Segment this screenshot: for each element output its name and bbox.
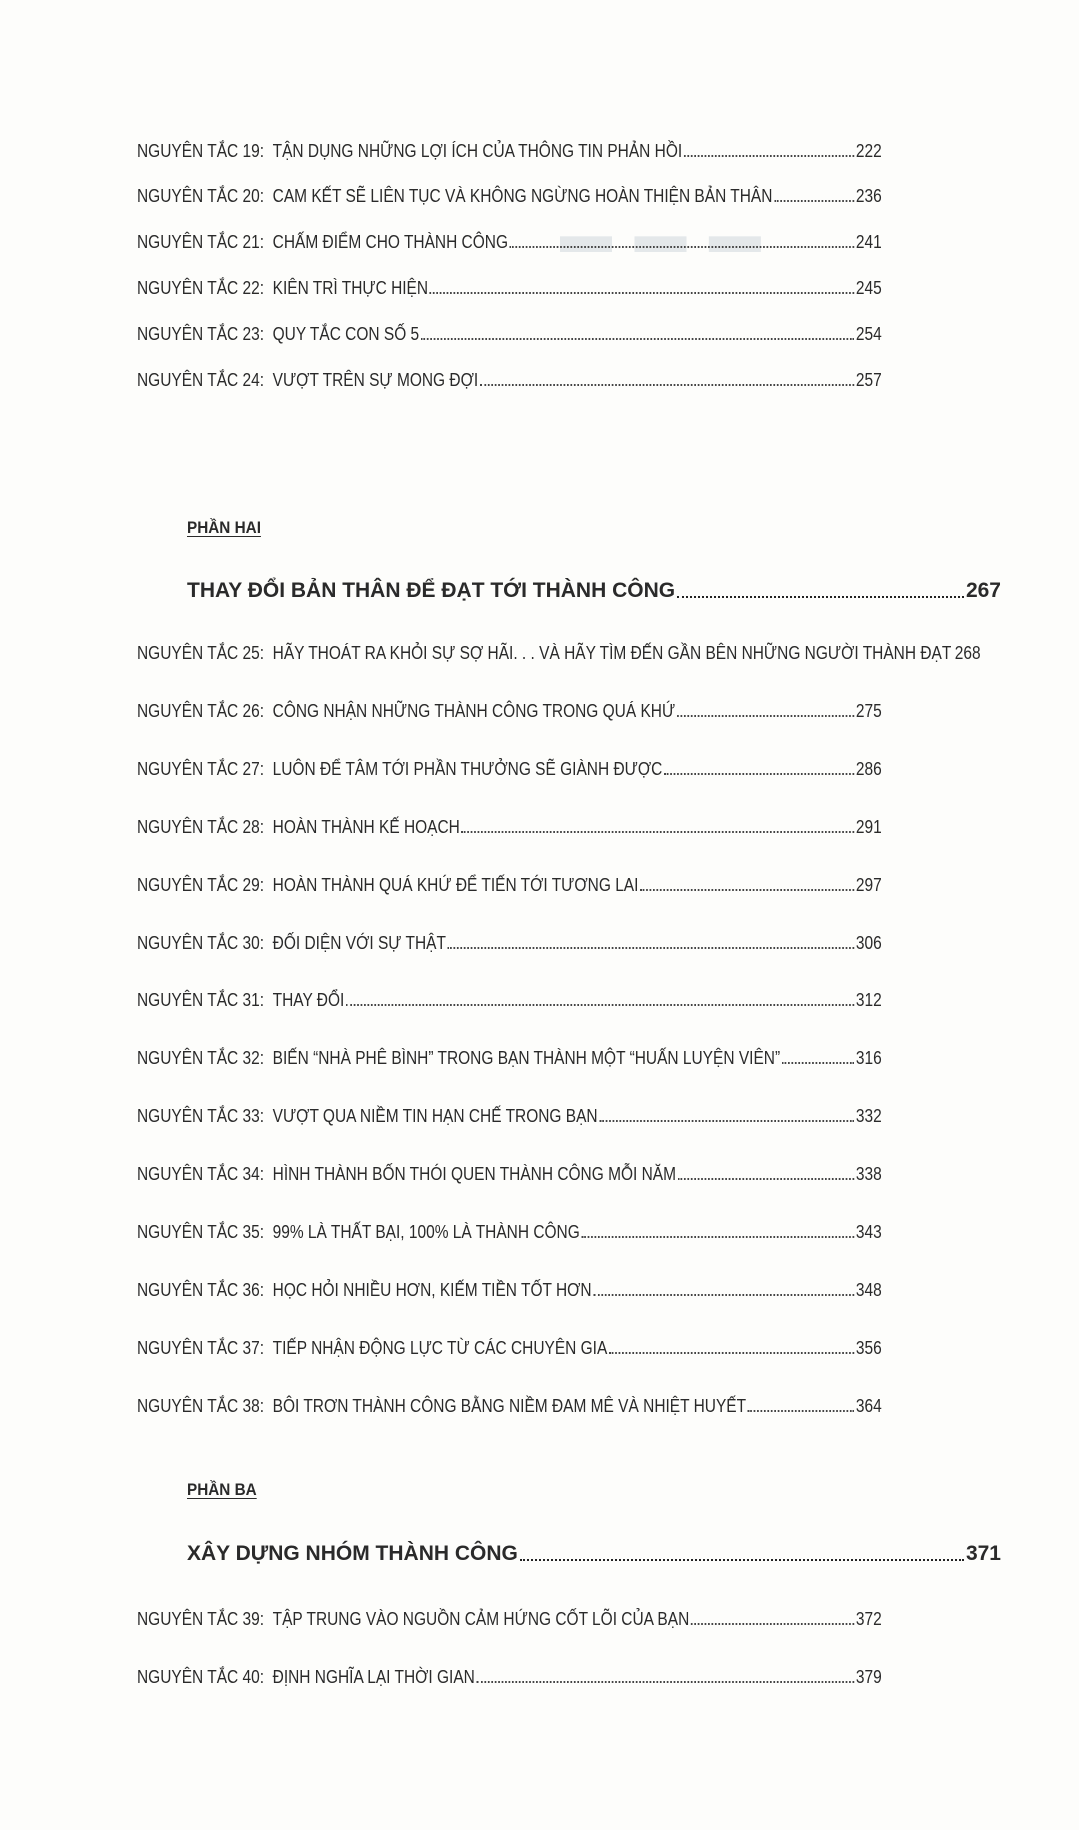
show-through-heading: ▬ ▬ ▬ [560,206,765,264]
toc-entry[interactable]: NGUYÊN TẮC 21: CHẤM ĐIỂM CHO THÀNH CÔNG 241 [137,232,882,252]
dot-leader [599,1120,854,1122]
toc-entry[interactable]: NGUYÊN TẮC 27: LUÔN ĐỂ TÂM TỚI PHẦN THƯỞNG SẼ GIÀNH ĐƯỢC 286 [137,759,882,779]
dot-leader [678,1178,854,1180]
toc-entry[interactable]: NGUYÊN TẮC 23: QUY TẮC CON SỐ 5 254 [137,324,882,344]
toc-entry[interactable]: NGUYÊN TẮC 25: HÃY THOÁT RA KHỎI SỰ SỢ HÃI. . . VÀ HÃY TÌM ĐẾN GẦN BÊN NHỮNG NGƯỜI THÀNH ĐẠT 268 [137,643,981,663]
toc-entry[interactable]: NGUYÊN TẮC 22: KIÊN TRÌ THỰC HIỆN 245 [137,278,882,298]
dot-leader [593,1294,854,1296]
dot-leader [430,292,854,294]
toc-entry[interactable]: NGUYÊN TẮC 31: THAY ĐỔI 312 [137,990,882,1010]
section-page: 371 [965,1542,1001,1565]
dot-leader [421,338,854,340]
toc-entry[interactable]: NGUYÊN TẮC 20: CAM KẾT SẼ LIÊN TỤC VÀ KHÔNG NGỪNG HOÀN THIỆN BẢN THÂN 236 [137,186,882,206]
dot-leader [480,384,854,386]
toc-entry[interactable]: NGUYÊN TẮC 29: HOÀN THÀNH QUÁ KHỨ ĐỂ TIẾN TỚI TƯƠNG LAI 297 [137,875,882,895]
part-three-heading: PHẦN BA [187,1480,257,1499]
toc-entry[interactable]: NGUYÊN TẮC 40: ĐỊNH NGHĨA LẠI THỜI GIAN 379 [137,1667,882,1687]
section-title: XÂY DỰNG NHÓM THÀNH CÔNG [187,1542,518,1565]
dot-leader [748,1410,854,1412]
dot-leader [520,1559,964,1561]
dot-leader [609,1352,854,1354]
toc-entry[interactable]: NGUYÊN TẮC 36: HỌC HỎI NHIỀU HƠN, KIẾM TIỀN TỐT HƠN 348 [137,1280,882,1300]
toc-entry[interactable]: NGUYÊN TẮC 19: TẬN DỤNG NHỮNG LỢI ÍCH CỦA THÔNG TIN PHẢN HỒI 222 [137,141,882,161]
toc-entry[interactable]: NGUYÊN TẮC 28: HOÀN THÀNH KẾ HOẠCH 291 [137,817,882,837]
dot-leader [510,246,854,248]
part-two-title-entry[interactable] [187,574,1001,604]
dot-leader [581,1236,854,1238]
dot-leader [691,1623,854,1625]
toc-entry[interactable]: NGUYÊN TẮC 38: BÔI TRƠN THÀNH CÔNG BẰNG NIỀM ĐAM MÊ VÀ NHIỆT HUYẾT 364 [137,1396,882,1416]
toc-entry[interactable]: NGUYÊN TẮC 30: ĐỐI DIỆN VỚI SỰ THẬT 306 [137,933,882,953]
dot-leader [684,155,854,157]
toc-entry[interactable]: NGUYÊN TẮC 26: CÔNG NHẬN NHỮNG THÀNH CÔNG TRONG QUÁ KHỨ 275 [137,701,882,721]
dot-leader [677,715,854,717]
dot-leader [782,1062,854,1064]
section-title: THAY ĐỔI BẢN THÂN ĐỂ ĐẠT TỚI THÀNH CÔNG [187,579,676,602]
part-two-heading: PHẦN HAI [187,518,261,537]
dot-leader [346,1004,854,1006]
dot-leader [774,200,854,202]
dot-leader [477,1681,855,1683]
toc-entry[interactable]: NGUYÊN TẮC 34: HÌNH THÀNH BỐN THÓI QUEN THÀNH CÔNG MỖI NĂM 338 [137,1164,882,1184]
dot-leader [462,831,855,833]
toc-entry[interactable]: NGUYÊN TẮC 32: BIẾN “NHÀ PHÊ BÌNH” TRONG BẠN THÀNH MỘT “HUẤN LUYỆN VIÊN” 316 [137,1048,882,1068]
part-three-title-entry[interactable] [187,1537,1001,1567]
toc-entry[interactable]: NGUYÊN TẮC 37: TIẾP NHẬN ĐỘNG LỰC TỪ CÁC CHUYÊN GIA 356 [137,1338,882,1358]
dot-leader [677,596,964,598]
section-page: 267 [965,579,1001,602]
dot-leader [640,889,854,891]
dot-leader [664,773,854,775]
toc-entry[interactable]: NGUYÊN TẮC 33: VƯỢT QUA NIỀM TIN HẠN CHẾ TRONG BẠN 332 [137,1106,882,1126]
toc-entry[interactable]: NGUYÊN TẮC 24: VƯỢT TRÊN SỰ MONG ĐỢI 257 [137,370,882,390]
dot-leader [448,947,855,949]
toc-entry[interactable]: NGUYÊN TẮC 39: TẬP TRUNG VÀO NGUỒN CẢM HỨNG CỐT LÕI CỦA BẠN 372 [137,1609,882,1629]
toc-entry[interactable]: NGUYÊN TẮC 35: 99% LÀ THẤT BẠI, 100% LÀ THÀNH CÔNG 343 [137,1222,882,1242]
